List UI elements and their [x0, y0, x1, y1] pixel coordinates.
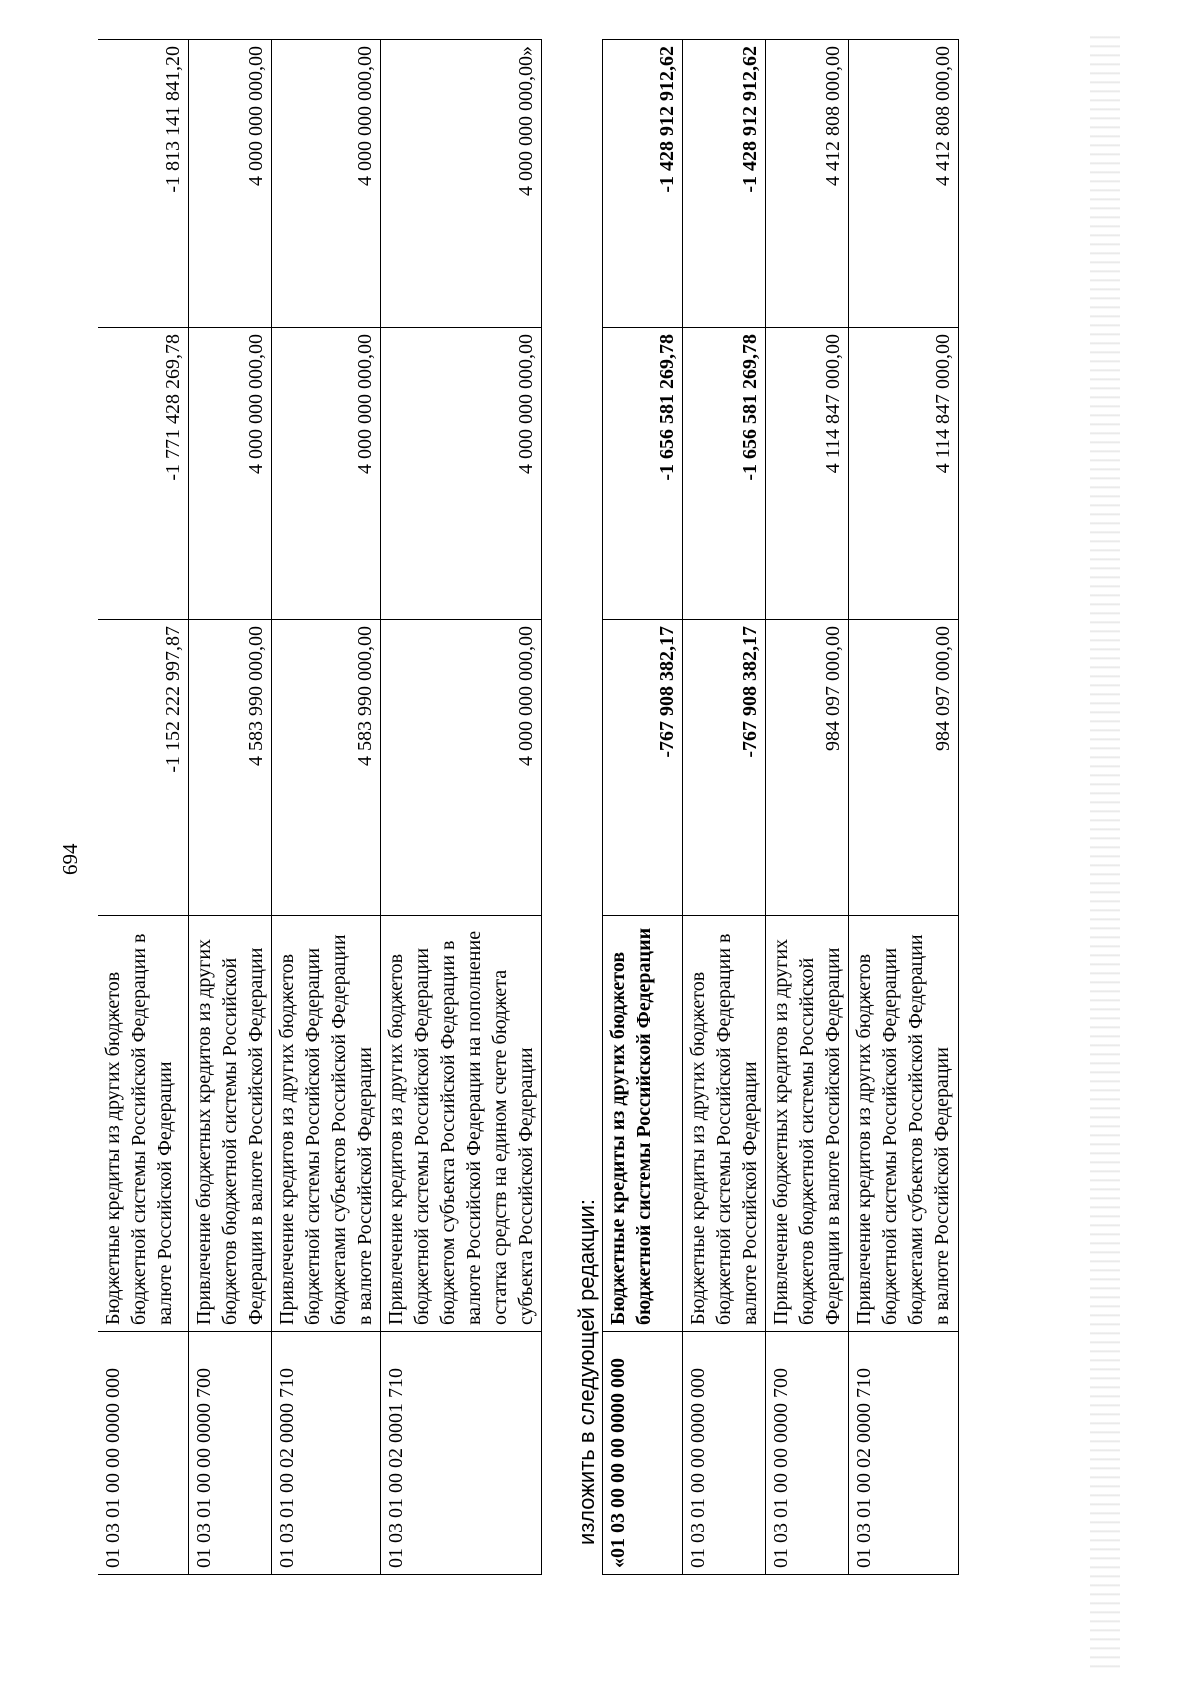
row-value-year2: -1 656 581 269,78 — [683, 328, 766, 620]
table-after — [602, 39, 959, 1575]
table-row — [683, 40, 766, 1575]
row-name: Бюджетные кредиты из других бюджетов бюджетной системы Российской Федерации в валюте Российской Федерации — [683, 916, 766, 1332]
row-code: 01 03 01 00 00 0000 000 — [683, 1332, 766, 1575]
row-name: Привлечение кредитов из других бюджетов бюджетной системы Российской Федерации бюджетами субъектов Российской Федерации в валюте Российской Федерации — [271, 916, 380, 1332]
row-code: «01 03 00 00 00 0000 000 — [603, 1332, 683, 1575]
table-row — [603, 40, 683, 1575]
row-value-year1: -1 152 222 997,87 — [98, 620, 188, 916]
table-row — [188, 40, 271, 1575]
row-value-year2: 4 000 000 000,00 — [271, 328, 380, 620]
row-code: 01 03 01 00 02 0000 710 — [849, 1332, 959, 1575]
page-number: 694 — [58, 843, 82, 875]
row-code: 01 03 01 00 00 0000 700 — [766, 1332, 849, 1575]
table-row — [766, 40, 849, 1575]
table-row — [98, 40, 188, 1575]
row-value-year1: 4 583 990 000,00 — [271, 620, 380, 916]
row-value-year3: 4 000 000 000,00» — [380, 40, 541, 328]
row-name: Бюджетные кредиты из других бюджетов бюджетной системы Российской Федерации — [603, 916, 683, 1332]
row-value-year3: 4 412 808 000,00 — [766, 40, 849, 328]
table-before — [98, 39, 542, 1575]
row-name: Бюджетные кредиты из других бюджетов бюджетной системы Российской Федерации в валюте Российской Федерации — [98, 916, 188, 1332]
row-value-year2: 4 000 000 000,00 — [380, 328, 541, 620]
row-value-year2: 4 114 847 000,00 — [849, 328, 959, 620]
row-value-year3: -1 428 912 912,62 — [603, 40, 683, 328]
row-value-year1: -767 908 382,17 — [603, 620, 683, 916]
row-value-year3: -1 813 141 841,20 — [98, 40, 188, 328]
row-value-year3: 4 000 000 000,00 — [271, 40, 380, 328]
row-value-year2: 4 114 847 000,00 — [766, 328, 849, 620]
row-value-year1: 4 000 000 000,00 — [380, 620, 541, 916]
row-name: Привлечение бюджетных кредитов из других бюджетов бюджетной системы Российской Федерации в валюте Российской Федерации — [188, 916, 271, 1332]
amendment-phrase: изложить в следующей редакции: — [574, 1198, 599, 1545]
row-value-year1: -767 908 382,17 — [683, 620, 766, 916]
row-code: 01 03 01 00 02 0000 710 — [271, 1332, 380, 1575]
row-name: Привлечение бюджетных кредитов из других бюджетов бюджетной системы Российской Федерации в валюте Российской Федерации — [766, 916, 849, 1332]
row-name: Привлечение кредитов из других бюджетов бюджетной системы Российской Федерации бюджетом субъекта Российской Федерации в валюте Российской Федерации на пополнение остатка средств на едином счете бюджета субъекта Российской Федерации — [380, 916, 541, 1332]
table-row — [849, 40, 959, 1575]
row-name: Привлечение кредитов из других бюджетов бюджетной системы Российской Федерации бюджетами субъектов Российской Федерации в валюте Российской Федерации — [849, 916, 959, 1332]
row-code: 01 03 01 00 02 0001 710 — [380, 1332, 541, 1575]
row-value-year2: 4 000 000 000,00 — [188, 328, 271, 620]
table-row — [271, 40, 380, 1575]
table-row — [380, 40, 541, 1575]
row-value-year3: 4 412 808 000,00 — [849, 40, 959, 328]
row-code: 01 03 01 00 00 0000 700 — [188, 1332, 271, 1575]
row-value-year2: -1 771 428 269,78 — [98, 328, 188, 620]
row-value-year1: 4 583 990 000,00 — [188, 620, 271, 916]
row-value-year1: 984 097 000,00 — [766, 620, 849, 916]
row-value-year1: 984 097 000,00 — [849, 620, 959, 916]
row-value-year3: 4 000 000 000,00 — [188, 40, 271, 328]
row-value-year3: -1 428 912 912,62 — [683, 40, 766, 328]
row-code: 01 03 01 00 00 0000 000 — [98, 1332, 188, 1575]
row-value-year2: -1 656 581 269,78 — [603, 328, 683, 620]
